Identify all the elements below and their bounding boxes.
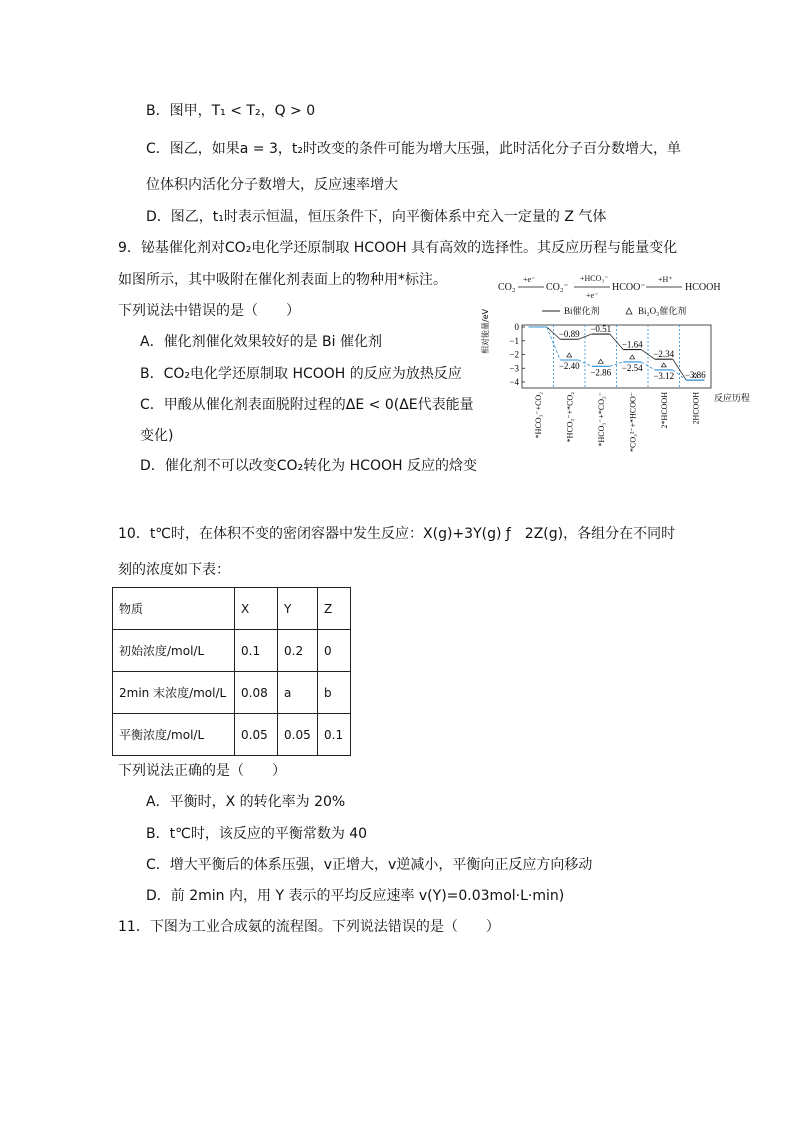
scheme-arrow-2-top-label: +HCO₃⁻	[580, 274, 609, 283]
q10-option-a: A．平衡时，X 的转化率为 20%	[146, 794, 346, 810]
scheme-arrow-2-bottom-label: +e⁻	[586, 291, 599, 300]
q9-option-b: B．CO₂电化学还原制取 HCOOH 的反应为放热反应	[140, 366, 462, 382]
bi-value-label: −2.34	[653, 349, 675, 360]
table-cell: 0.1	[235, 630, 278, 672]
scheme-species-3: HCOO⁻	[612, 282, 646, 293]
table-header-cell: Y	[278, 588, 318, 630]
table-row	[113, 714, 351, 756]
q10-option-c: C．增大平衡后的体系压强，v正增大，v逆减小，平衡向正反应方向移动	[146, 857, 593, 873]
bi-value-label: −1.64	[621, 339, 643, 350]
q9-option-c-line2: 变化)	[140, 428, 174, 444]
q8-option-c-line1: C．图乙，如果a = 3，t₂时改变的条件可能为增大压强，此时活化分子百分数增大，单	[146, 141, 681, 157]
legend-bi-label: Bi催化剂	[564, 306, 600, 316]
table-header-cell: 物质	[113, 588, 235, 630]
legend-bi2o3-triangle-icon	[626, 308, 632, 314]
table-cell: a	[278, 672, 318, 714]
x-axis-label: 反应历程	[714, 394, 751, 404]
scheme-species-1: CO₂	[498, 282, 516, 293]
concentration-table	[112, 587, 351, 756]
q9-stem-line3: 下列说法中错误的是（ ）	[118, 303, 300, 319]
bi2o3-triangle-marker	[661, 363, 666, 367]
x-category-label: *HCO₃⁻+*CO₂	[565, 392, 575, 443]
table-row	[113, 630, 351, 672]
y-tick-label: −1	[509, 335, 519, 346]
table-row	[113, 672, 351, 714]
bi-value-label: −0.89	[558, 329, 580, 340]
scheme-arrow-1-label: +e⁻	[523, 275, 536, 284]
table-cell: 0	[318, 630, 351, 672]
x-category-label: 2*HCOOH	[659, 392, 669, 429]
q10-question: 下列说法正确的是（ ）	[118, 763, 286, 779]
y-tick-label: −2	[509, 349, 519, 360]
q9-option-c-line1: C．甲酸从催化剂表面脱附过程的ΔE < 0(ΔE代表能量	[140, 397, 474, 413]
bi2o3-triangle-marker	[567, 353, 572, 357]
table-header-cell: X	[235, 588, 278, 630]
x-category-label: *HCO₃⁻+CO₂	[533, 392, 543, 439]
q9-option-a: A．催化剂催化效果较好的是 Bi 催化剂	[140, 334, 382, 350]
y-tick-label: −3	[509, 363, 519, 374]
table-cell: 0.2	[278, 630, 318, 672]
bi2o3-triangle-marker	[630, 355, 635, 359]
x-category-label: *CO₃²⁻+*HCOO⁻	[628, 392, 638, 452]
q8-option-b: B．图甲，T₁ < T₂，Q > 0	[146, 103, 316, 119]
scheme-arrow-3-label: +H⁺	[658, 275, 673, 284]
table-cell: b	[318, 672, 351, 714]
energy-profile-chart	[481, 268, 768, 458]
table-cell: 初始浓度/mol/L	[113, 630, 235, 672]
x-category-label: *HCO₃⁻+*CO₂⁻	[596, 392, 606, 447]
q11-stem: 11．下图为工业合成氨的流程图。下列说法错误的是（ ）	[118, 919, 500, 935]
bi2o3-value-label: −2.54	[621, 362, 643, 373]
y-tick-label: 0	[514, 322, 519, 332]
q9-stem-line1: 9．铋基催化剂对CO₂电化学还原制取 HCOOH 具有高效的选择性。其反应历程与能量变化	[118, 240, 678, 256]
scheme-species-4: HCOOH	[685, 282, 721, 293]
scheme-species-2: CO₂⁻	[546, 282, 569, 293]
y-axis-label: 相对能量/eV	[481, 308, 490, 354]
bi2o3-value-label: −3.12	[653, 370, 675, 381]
bi-value-label: −3.86	[684, 370, 706, 381]
q9-stem-line2: 如图所示，其中吸附在催化剂表面上的物种用*标注。	[118, 272, 447, 288]
bi2o3-connector	[641, 362, 655, 370]
table-header-cell: Z	[318, 588, 351, 630]
table-cell: 0.05	[235, 714, 278, 756]
q8-option-d: D．图乙，t₁时表示恒温，恒压条件下，向平衡体系中充入一定量的 Z 气体	[146, 209, 607, 225]
bi2o3-value-label: −2.86	[590, 367, 612, 378]
x-category-label: 2HCOOH	[691, 392, 701, 425]
table-header-row	[113, 588, 351, 630]
q10-stem-line2: 刻的浓度如下表：	[118, 562, 230, 578]
table-cell: 2min 末浓度/mol/L	[113, 672, 235, 714]
bi-value-label: −0.51	[590, 324, 612, 335]
q10-option-b: B．t℃时，该反应的平衡常数为 40	[146, 826, 368, 842]
table-cell: 平衡浓度/mol/L	[113, 714, 235, 756]
table-cell: 0.1	[318, 714, 351, 756]
q10-stem-line1: 10．t℃时，在体积不变的密闭容器中发生反应：X(g)+3Y(g) ƒ 2Z(g)，各组分在不同时	[118, 526, 676, 542]
q8-option-c-line2: 位体积内活化分子数增大，反应速率增大	[146, 177, 398, 193]
table-cell: 0.05	[278, 714, 318, 756]
q9-option-d: D．催化剂不可以改变CO₂转化为 HCOOH 反应的焓变	[140, 458, 477, 474]
y-tick-label: −4	[509, 377, 519, 387]
table-cell: 0.08	[235, 672, 278, 714]
legend-bi2o3-label: Bi₂O₃催化剂	[638, 306, 687, 316]
q10-option-d: D．前 2min 内，用 Y 表示的平均反应速率 v(Y)=0.03mol·L·min)	[146, 888, 565, 904]
bi2o3-value-label: −2.40	[558, 361, 580, 371]
bi2o3-triangle-marker	[598, 359, 603, 363]
